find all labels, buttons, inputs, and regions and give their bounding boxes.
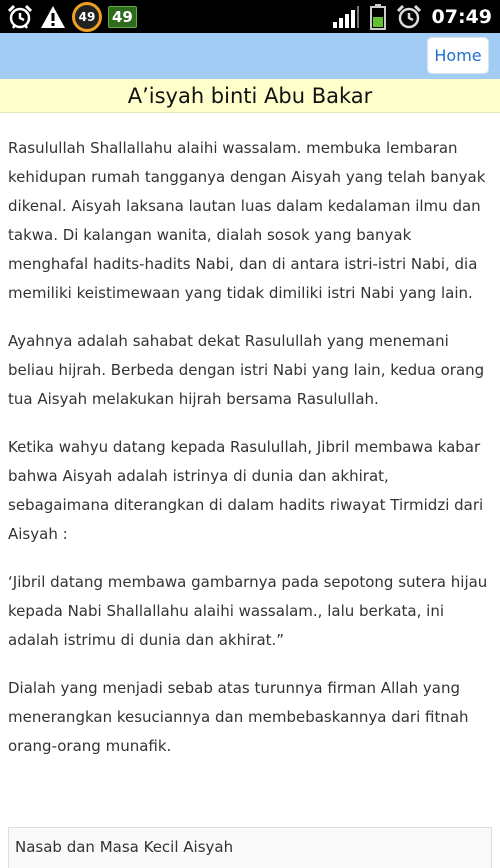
app-badge-icon [72,2,102,32]
page-title: A’isyah binti Abu Bakar [127,83,373,108]
section-heading: Nasab dan Masa Kecil Aisyah [15,838,234,856]
clock: 07:49 [431,5,492,28]
header-bar [0,33,500,79]
alarm-clock-icon [6,4,34,30]
title-strip [0,79,500,113]
battery-badge-count: 49 [108,6,137,28]
article-paragraph: Ayahnya adalah sahabat dekat Rasulullah yang menemani beliau hijrah. Berbeda dengan istri Nabi yang lain, kedua orang tua Aisyah melakukan hijrah bersama Rasulullah. [8,332,485,408]
section-heading-box[interactable] [8,827,492,868]
app-badge-count: 49 [72,2,102,32]
article-body [8,134,492,780]
article-paragraph: Dialah yang menjadi sebab atas turunnya firman Allah yang menerangkan kesuciannya dan membebaskannya dari fitnah orang-orang munafik. [8,679,469,755]
warning-icon [40,5,66,29]
alarm-icon [396,4,422,30]
article-paragraph: Ketika wahyu datang kepada Rasulullah, Jibril membawa kabar bahwa Aisyah adalah istrinya di dunia dan akhirat, sebagaimana diterangkan di dalam hadits riwayat Tirmidzi dari Aisyah : [8,438,484,543]
home-button[interactable]: Home [427,37,489,74]
battery-badge-icon [108,6,137,28]
status-bar [0,0,500,33]
signal-icon [332,5,360,29]
article-paragraph: ‘Jibril datang membawa gambarnya pada sepotong sutera hijau kepada Nabi Shallallahu alaihi wassalam., lalu berkata, ini adalah istrimu di dunia dan akhirat.” [8,573,488,649]
article-paragraph: Rasulullah Shallallahu alaihi wassalam. membuka lembaran kehidupan rumah tangganya dengan Aisyah yang telah banyak dikenal. Aisyah laksana lautan luas dalam kedalaman ilmu dan takwa. Di kalangan wanita, dialah sosok yang banyak menghafal hadits-hadits Nabi, dan di antara istri-istri Nabi, dia memiliki keistimewaan yang tidak dimiliki istri Nabi yang lain. [8,139,486,302]
battery-icon [370,4,386,30]
status-bar-notifications [6,3,137,30]
status-bar-system [332,3,492,30]
